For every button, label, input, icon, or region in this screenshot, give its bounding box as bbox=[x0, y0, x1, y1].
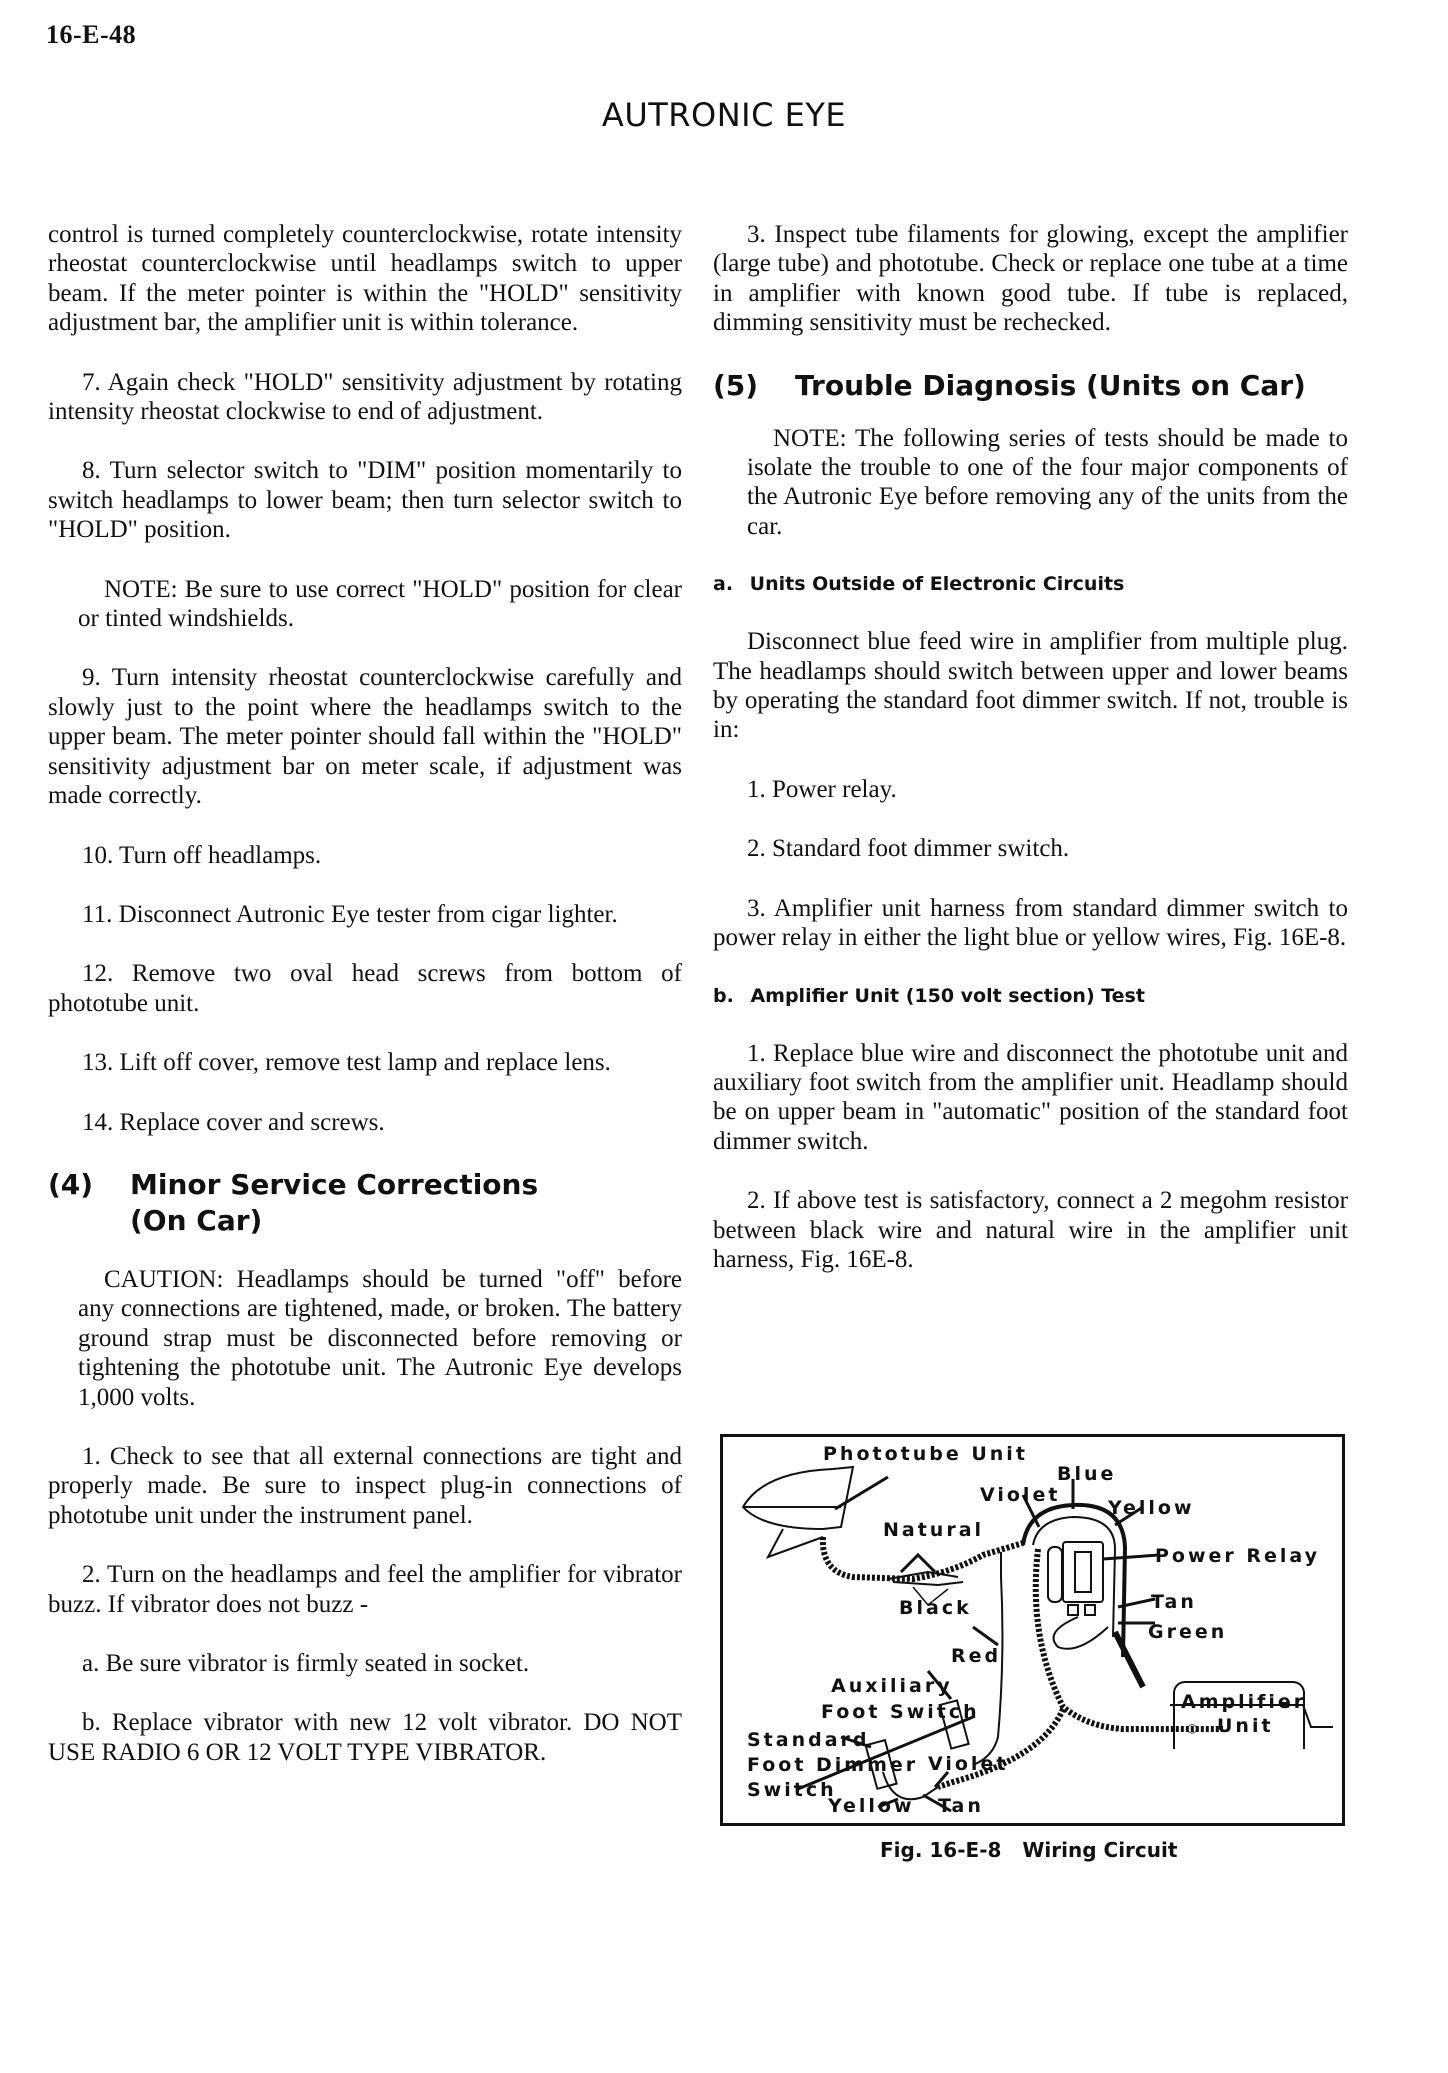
label-auxiliary-line2: Foot Switch bbox=[821, 1701, 980, 1723]
subsection-b-label: b. bbox=[713, 984, 734, 1007]
label-standard-line2: Foot Dimmer bbox=[747, 1754, 919, 1776]
subsection-b-item-1: 1. Replace blue wire and disconnect the phototube unit and auxiliary foot switch from the amplifier unit. Headlamp should be on upper beam in "automatic" position of the standard foot dimmer switch. bbox=[713, 1039, 1348, 1155]
red-arrow bbox=[973, 1627, 998, 1645]
relay-lead-stub bbox=[1115, 1632, 1143, 1687]
caution-note: CAUTION: Headlamps should be turned "off" before any connections are tightened, made, or broken. The battery ground strap must be disconnected before removing or tightening the phototube unit. The Autronic Eye develops 1,000 volts. bbox=[78, 1265, 682, 1411]
amplifier-indicator-icon: ○ bbox=[1187, 1721, 1201, 1735]
right-column bbox=[713, 220, 1348, 1304]
power-relay-arrow bbox=[1103, 1555, 1159, 1559]
section-5-note: NOTE: The following series of tests should be made to isolate the trouble to one of the four major components of the Autronic Eye before removing any of the units from the car. bbox=[747, 424, 1348, 540]
label-tan-top: Tan bbox=[1151, 1591, 1197, 1613]
phototube-arrow bbox=[835, 1477, 888, 1509]
section-4-substep-a: a. Be sure vibrator is firmly seated in socket. bbox=[82, 1650, 530, 1677]
label-tan-bottom: Tan bbox=[938, 1795, 984, 1817]
section-4-title-line1: Minor Service Corrections bbox=[130, 1167, 539, 1201]
subsection-b-heading bbox=[713, 983, 1348, 1009]
subsection-a-item-2: 2. Standard foot dimmer switch. bbox=[747, 835, 1070, 863]
section-5-number: (5) bbox=[713, 368, 759, 402]
label-yellow-top: Yellow bbox=[1108, 1497, 1195, 1519]
note-hold-position: NOTE: Be sure to use correct "HOLD" position for clear or tinted windshields. bbox=[78, 575, 682, 633]
step-10: 10. Turn off headlamps. bbox=[82, 841, 322, 869]
section-4-title-line2: (On Car) bbox=[130, 1203, 263, 1237]
subsection-a-item-1: 1. Power relay. bbox=[747, 775, 897, 803]
section-4-substep-b: b. Replace vibrator with new 12 volt vibrator. DO NOT USE RADIO 6 OR 12 VOLT TYPE VIBRATOR. bbox=[48, 1709, 682, 1766]
subsection-b-title: Amplifier Unit (150 volt section) Test bbox=[750, 984, 1145, 1007]
relay-terminal-1 bbox=[1068, 1605, 1078, 1615]
power-relay-window bbox=[1075, 1552, 1091, 1592]
natural-arrows bbox=[901, 1555, 935, 1572]
label-blue: Blue bbox=[1057, 1463, 1117, 1485]
figure-caption bbox=[880, 1838, 1177, 1862]
green-lead-loop bbox=[1054, 1617, 1109, 1649]
step-3: 3. Inspect tube filaments for glowing, except the amplifier (large tube) and phototube. Check or replace one tube at a time in amplifier with known good tube. If tube is replaced, dimming sensitivity must be rechecked. bbox=[713, 221, 1348, 337]
label-violet-bottom: Violet bbox=[928, 1753, 1009, 1775]
figure-caption-number: Fig. 16-E-8 bbox=[880, 1838, 1002, 1862]
phototube-unit-shape bbox=[743, 1467, 853, 1529]
label-amplifier-line1: Amplifier bbox=[1181, 1691, 1307, 1713]
page-number: 16-E-48 bbox=[46, 20, 137, 49]
label-phototube-unit: Phototube Unit bbox=[823, 1443, 1028, 1465]
left-column bbox=[48, 220, 682, 1797]
relay-mount-plate bbox=[1048, 1547, 1062, 1602]
amplifier-unit-box bbox=[1173, 1681, 1305, 1749]
step-14: 14. Replace cover and screws. bbox=[82, 1108, 385, 1136]
label-black: Black bbox=[899, 1597, 972, 1619]
label-violet-top: Violet bbox=[980, 1484, 1061, 1506]
subsection-b-item-2: 2. If above test is satisfactory, connect a 2 megohm resistor between black wire and natural wire in the amplifier unit harness, Fig. 16E-8. bbox=[713, 1187, 1348, 1273]
label-power-relay: Power Relay bbox=[1155, 1545, 1321, 1567]
phototube-bracket bbox=[768, 1529, 823, 1557]
label-red: Red bbox=[951, 1645, 1002, 1667]
label-auxiliary-line1: Auxiliary bbox=[831, 1675, 953, 1697]
label-amplifier-line2: Unit bbox=[1217, 1715, 1274, 1737]
subsection-a-title: Units Outside of Electronic Circuits bbox=[749, 573, 1125, 596]
label-natural: Natural bbox=[883, 1519, 985, 1541]
page-title: AUTRONIC EYE bbox=[601, 96, 847, 134]
section-5-heading bbox=[713, 368, 1348, 404]
label-standard-line3: Switch bbox=[747, 1779, 837, 1801]
section-4-title bbox=[130, 1167, 538, 1239]
section-5-title: Trouble Diagnosis (Units on Car) bbox=[795, 368, 1306, 402]
step-9: 9. Turn intensity rheostat counterclockwise carefully and slowly just to the point where the headlamps switch to the upper beam. The meter pointer should fall within the "HOLD" sensitivity adjustment bar on meter scale, if adjustment was made correctly. bbox=[48, 664, 682, 810]
label-yellow-bottom: Yellow bbox=[828, 1795, 915, 1817]
step-8: 8. Turn selector switch to "DIM" position momentarily to switch headlamps to lower beam; then turn selector switch to "HOLD" position. bbox=[48, 457, 682, 544]
relay-terminal-2 bbox=[1085, 1605, 1095, 1615]
step-13: 13. Lift off cover, remove test lamp and replace lens. bbox=[82, 1049, 611, 1077]
section-4-number: (4) bbox=[48, 1167, 94, 1201]
step-12: 12. Remove two oval head screws from bottom of phototube unit. bbox=[48, 960, 682, 1017]
subsection-a-label: a. bbox=[713, 573, 734, 596]
subsection-a-heading bbox=[713, 571, 1348, 597]
wiring-circuit-figure bbox=[720, 1434, 1345, 1826]
section-4-step-2: 2. Turn on the headlamps and feel the amplifier for vibrator buzz. If vibrator does not buzz - bbox=[48, 1561, 682, 1618]
subsection-a-item-3: 3. Amplifier unit harness from standard dimmer switch to power relay in either the light blue or yellow wires, Fig. 16E-8. bbox=[713, 894, 1348, 952]
figure-caption-title: Wiring Circuit bbox=[1022, 1838, 1178, 1862]
label-green: Green bbox=[1148, 1621, 1228, 1643]
continued-paragraph: control is turned completely counterclockwise, rotate intensity rheostat counterclockwise until headlamps switch to upper beam. If the meter pointer is within the "HOLD" sensitivity adjustment bar, the amplifier unit is within tolerance. bbox=[48, 221, 682, 337]
subsection-a-intro: Disconnect blue feed wire in amplifier from multiple plug. The headlamps should switch between upper and lower beams by operating the standard foot dimmer switch. If not, trouble is in: bbox=[713, 628, 1348, 744]
step-7: 7. Again check "HOLD" sensitivity adjustment by rotating intensity rheostat clockwise to end of adjustment. bbox=[48, 368, 682, 426]
section-4-heading bbox=[48, 1167, 682, 1239]
label-standard-line1: Standard bbox=[747, 1729, 870, 1751]
step-11: 11. Disconnect Autronic Eye tester from cigar lighter. bbox=[82, 900, 618, 928]
black-wire bbox=[893, 1582, 963, 1585]
section-4-step-1: 1. Check to see that all external connections are tight and properly made. Be sure to inspect plug-in connections of phototube unit under the instrument panel. bbox=[48, 1442, 682, 1529]
